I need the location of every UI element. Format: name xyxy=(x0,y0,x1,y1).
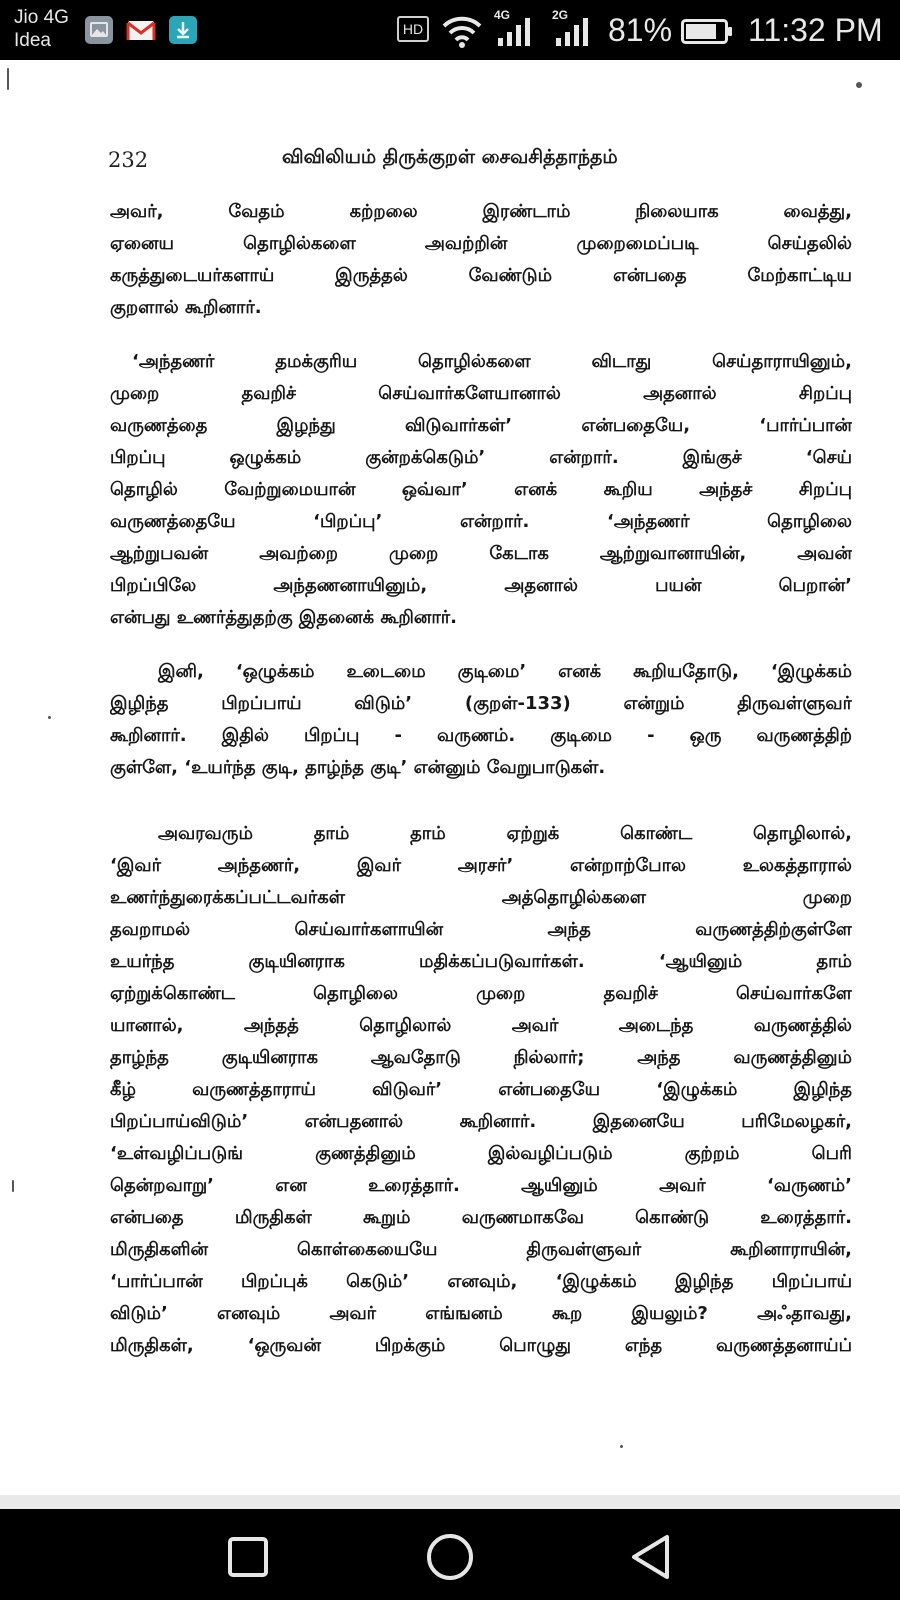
document-page[interactable] xyxy=(0,60,900,1495)
text-line: ஏனைய தொழில்களை அவற்றின் முறைமைப்படி செய்தலில் xyxy=(110,233,852,254)
text-line: வருணத்தையே ‘பிறப்பு’ என்றார். ‘அந்தணர் தொழிலை xyxy=(110,511,852,532)
text-line: இனி, ‘ஒழுக்கம் உடைமை குடிமை’ எனக் கூறியதோடு, ‘இழுக்கம் xyxy=(158,661,852,682)
notification-icons xyxy=(84,15,198,45)
text-line: ஆற்றுபவன் அவற்றை முறை கேடாக ஆற்றுவானாயின், அவன் xyxy=(110,543,852,564)
text-line: கூறினார். இதில் பிறப்பு - வருணம். குடிமை - ஒரு வருணத்திற் xyxy=(110,725,852,746)
text-line: யானால், அந்தத் தொழிலால் அவர் அடைந்த வருணத்தில் xyxy=(110,1015,852,1036)
signal-4g-label: 4G xyxy=(494,8,511,22)
text-line: அவரவரும் தாம் தாம் ஏற்றுக் கொண்ட தொழிலால், xyxy=(158,823,852,844)
scan-speck xyxy=(48,716,51,719)
text-line: இழிந்த பிறப்பாய் விடும்’ (குறள்-133) என்றும் திருவள்ளுவர் xyxy=(110,693,852,714)
text-line: ஏற்றுக்கொண்ட தொழிலை முறை தவறிச் செய்வார்களே xyxy=(110,983,852,1004)
signal-bars-icon xyxy=(494,8,540,48)
text-line: மிருதிகளின் கொள்கையையே திருவள்ளுவர் கூறினாராயின், xyxy=(110,1239,852,1260)
text-line: கீழ் வருணத்தாராய் விடுவர்’ என்பதையே ‘இழுக்கம் இழிந்த xyxy=(110,1079,852,1100)
text-line: பிறப்பிலே அந்தணனாயினும், அதனால் பயன் பெறான்’ xyxy=(110,575,852,596)
text-line: தவறாமல் செய்வார்களாயின் அந்த வருணத்திற்குள்ளே xyxy=(110,919,852,940)
text-line: அவர், வேதம் கற்றலை இரண்டாம் நிலையாக வைத்து, xyxy=(110,201,852,222)
carrier-label xyxy=(14,6,69,52)
signal-2g-label: 2G xyxy=(552,8,569,22)
running-head: விவிலியம் திருக்குறள் சைவசித்தாந்தம் xyxy=(282,146,618,168)
signal-4g xyxy=(494,8,540,48)
text-line: பிறப்பாய்விடும்’ என்பதனால் கூறினார். இதனையே பரிமேலழகர், xyxy=(110,1111,852,1132)
paragraph xyxy=(110,818,852,1362)
text-line: தென்றவாறு’ என உரைத்தார். ஆயினும் அவர் ‘வருணம்’ xyxy=(110,1175,852,1196)
carrier-line-1: Jio 4G xyxy=(14,7,69,28)
text-line: ‘பார்ப்பான் பிறப்புக் கெடும்’ எனவும், ‘இழுக்கம் இழிந்த பிறப்பாய் xyxy=(110,1271,852,1292)
text-line: கருத்துடையர்களாய் இருத்தல் வேண்டும் என்பதை மேற்காட்டிய xyxy=(110,265,852,286)
download-icon[interactable] xyxy=(168,15,198,45)
text-line: ‘அந்தணர் தமக்குரிய தொழில்களை விடாது செய்தாராயினும், xyxy=(132,351,852,372)
paragraph xyxy=(110,656,852,784)
battery-icon xyxy=(681,19,733,44)
text-line: முறை தவறிச் செய்வார்களேயானால் அதனால் சிறப்பு xyxy=(110,383,852,404)
signal-bars-icon xyxy=(552,8,598,48)
status-bar xyxy=(0,0,900,60)
carrier-line-2: Idea xyxy=(14,30,51,51)
page-number: 232 xyxy=(108,148,149,172)
battery-percent: 81% xyxy=(608,12,673,48)
wifi-icon xyxy=(442,14,482,48)
paragraph xyxy=(110,346,852,634)
paragraph xyxy=(110,196,852,324)
home-circle-icon[interactable] xyxy=(420,1527,480,1587)
navigation-bar xyxy=(0,1509,900,1600)
text-line: என்பதை மிருதிகள் கூறும் வருணமாகவே கொண்டு உரைத்தார். xyxy=(110,1207,852,1228)
signal-2g xyxy=(552,8,598,48)
text-line: என்பது உணர்த்துதற்கு இதனைக் கூறினார். xyxy=(110,607,458,628)
gmail-icon[interactable] xyxy=(126,15,156,45)
text-line: குறளால் கூறினார். xyxy=(110,297,262,318)
back-triangle-icon[interactable] xyxy=(622,1527,682,1587)
text-line: குள்ளே, ‘உயர்ந்த குடி, தாழ்ந்த குடி’ என்னும் வேறுபாடுகள். xyxy=(110,757,606,778)
bottom-strip xyxy=(0,1495,900,1509)
text-line: உணர்ந்துரைக்கப்பட்டவர்கள் அத்தொழில்களை முறை xyxy=(110,887,852,908)
clock: 11:32 PM xyxy=(748,12,883,48)
scan-speck xyxy=(7,68,9,90)
scan-speck xyxy=(620,1445,623,1448)
text-line: பிறப்பு ஒழுக்கம் குன்றக்கெடும்’ என்றார். இங்குச் ‘செய் xyxy=(110,447,852,468)
text-line: தாழ்ந்த குடியினராக ஆவதோடு நில்லார்; அந்த வருணத்தினும் xyxy=(110,1047,852,1068)
text-line: ‘இவர் அந்தணர், இவர் அரசர்’ என்றாற்போல உலகத்தாரால் xyxy=(110,855,852,876)
gallery-icon[interactable] xyxy=(84,15,114,45)
text-line: ‘உள்வழிப்படுங் குணத்தினும் இல்வழிப்படும் குற்றம் பெரி xyxy=(110,1143,852,1164)
scan-speck xyxy=(12,1180,14,1192)
text-line: வருணத்தை இழந்து விடுவார்கள்’ என்பதையே, ‘பார்ப்பான் xyxy=(110,415,852,436)
text-line: தொழில் வேற்றுமையான் ஒவ்வா’ எனக் கூறிய அந்தச் சிறப்பு xyxy=(110,479,852,500)
text-line: மிருதிகள், ‘ஒருவன் பிறக்கும் பொழுது எந்த வருணத்தனாய்ப் xyxy=(110,1335,852,1356)
hd-voice-badge: HD xyxy=(397,16,429,42)
battery-fill xyxy=(686,24,716,39)
page-header xyxy=(108,144,728,178)
recents-square-icon[interactable] xyxy=(218,1527,278,1587)
text-line: உயர்ந்த குடியினராக மதிக்கப்படுவார்கள். ‘ஆயினும் தாம் xyxy=(110,951,852,972)
scan-speck xyxy=(856,82,862,88)
text-line: விடும்’ எனவும் அவர் எங்ஙனம் கூற இயலும்? அஃதாவது, xyxy=(110,1303,852,1324)
